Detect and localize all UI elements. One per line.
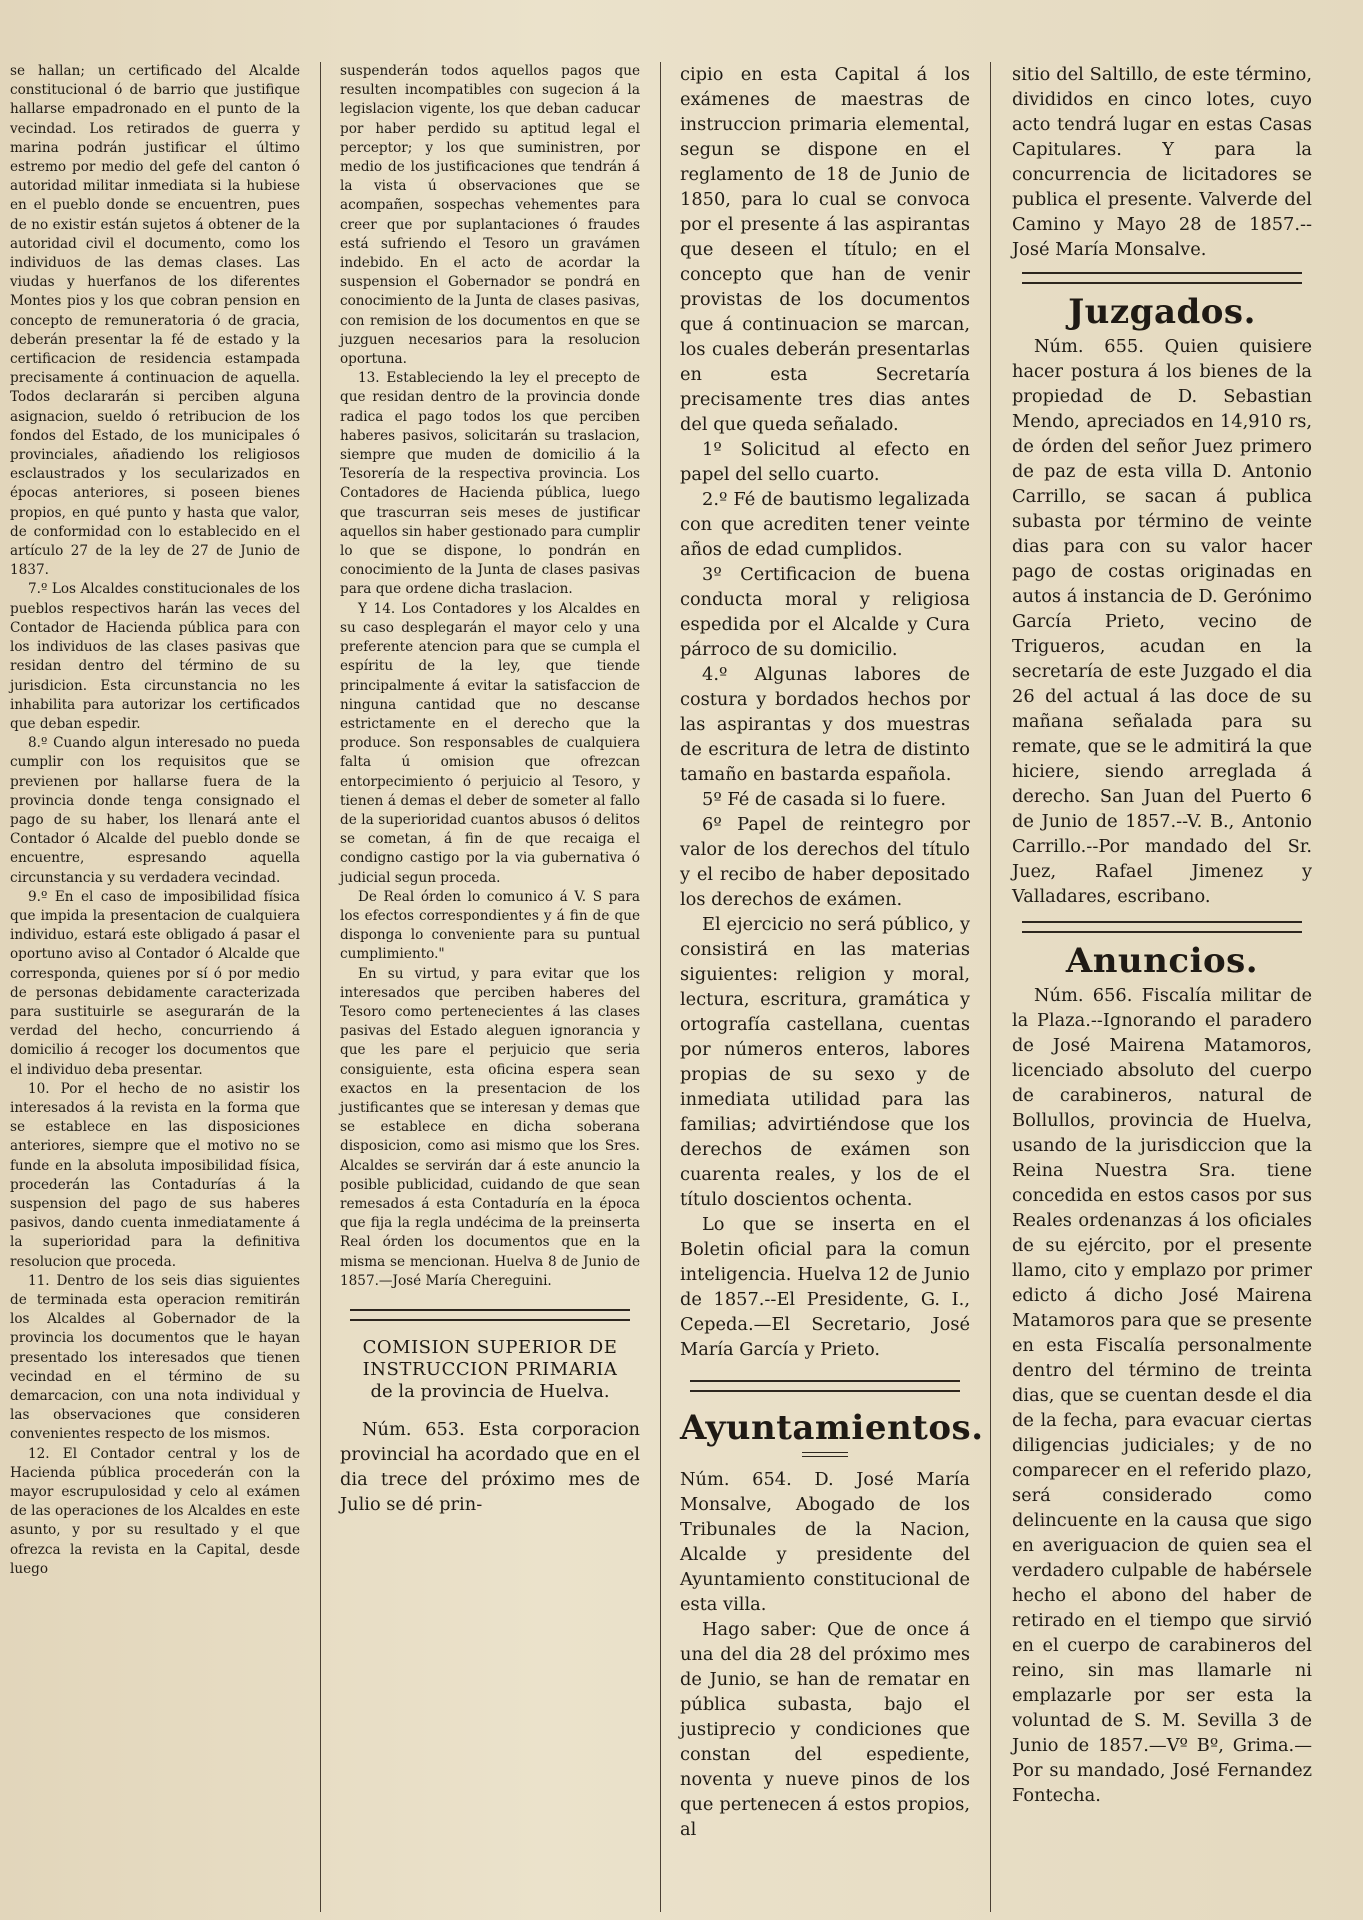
paragraph: Hago saber: Que de once á una del dia 28 del próximo mes de Junio, se han de rematar en pública subasta, bajo el justiprecio y condiciones que constan del espediente, noventa y nueve pinos de los que pertenecen á estos propios, al — [680, 1619, 970, 1840]
paragraph: 8.º Cuando algun interesado no pueda cumplir con los requisitos que se previenen por hallarse fuera de la provincia donde tenga consignado el pago de su haber, los llenará ante el Contador ó Alcalde del pueblo donde se encuentre, espresando aquella circunstancia y su verdadera vecindad. — [10, 735, 300, 886]
paragraph: 13. Estableciendo la ley el precepto de que residan dentro de la provincia donde radica el pago todos los que perciben haberes pasivos, solicitarán su traslacion, siempre que muden de domicilio á la Tesorería de la respectiva provincia. Los Contadores de Hacienda pública, luego que trascurran seis meses de justificar aquellos sin haber gestionado para cumplir lo que se dispone, lo pondrán en conocimiento de la Junta de clases pasivas para que ordene dicha traslacion. — [340, 370, 640, 598]
heading-rule — [802, 1452, 848, 1457]
commission-subtitle: de la provincia de Huelva. — [370, 1381, 610, 1402]
commission-title: COMISION SUPERIOR DE INSTRUCCION PRIMARIA — [362, 1337, 618, 1380]
paragraph: 11. Dentro de los seis dias siguientes de terminada esta operacion remitirán los Alcaldes al Gobernador de la provincia los documentos que le hayan presentado los interesados que tienen vecindad en el término de su demarcacion, con una nota individual y las observaciones que consideren convenientes respecto de los mismos. — [10, 1272, 300, 1443]
paragraph: En su virtud, y para evitar que los interesados que perciben haberes del Tesoro como pertenecientes á las clases pasivas del Estado aleguen ignorancia y que les pare el perjuicio que seria consiguiente, esta oficina espera sean exactos en la presentacion de los justificantes que se interesan y demas que se establece en dicha soberana disposicion, como asi mismo que los Sres. Alcaldes se servirán dar á este anuncio la posible publicidad, cuidando de que sean remesados á esta Contaduría en la época que fija la regla undécima de la preinserta Real órden los documentos que en la misma se mencionan. Huelva 8 de Junio de 1857.—José María Chereguini. — [340, 965, 640, 1289]
paragraph: 7.º Los Alcaldes constitucionales de los pueblos respectivos harán las veces del Contador de Hacienda pública para con los individuos de las clases pasivas que residan dentro del término de su jurisdicion. Esta circunstancia no les inhabilita para autorizar los certificados que deban espedir. — [10, 581, 300, 732]
paragraph: El ejercicio no será público, y consistirá en las materias siguientes: religion y moral, lectura, escritura, gramática y ortografía castellana, cuentas por números enteros, labores propias de su sexo y de inmediata utilidad para las familias; advirtiéndose que los derechos de exámen son cuarenta reales, y los de el título doscientos ochenta. — [680, 914, 970, 1210]
paragraph: 4.º Algunas labores de costura y bordados hechos por las aspirantas y dos muestras de escritura de letra de distinto tamaño en bastarda española. — [680, 664, 970, 785]
paragraph: 1º Solicitud al efecto en papel del sello cuarto. — [680, 439, 970, 485]
paragraph: suspenderán todos aquellos pagos que resulten incompatibles con sugecion á la legislacion vigente, los que deban caducar por haber perdido su aptitud legal el perceptor; y los que suministren, por medio de los justificaciones que tendrán á la vista ú observaciones que se acompañen, sospechas vehementes para creer que por suplantaciones ó fraudes está sufriendo el Tesoro un gravámen indebido. En el acto de acordar la suspension el Gobernador se pondrá en conocimiento de la Junta de clases pasivas, con remision de los documentos en que se juzguen necesarios para la resolucion oportuna. — [340, 63, 640, 368]
paragraph: Núm. 653. Esta corporacion provincial ha acordado que en el dia trece del próximo mes de Julio se dé prin- — [340, 1419, 640, 1515]
column-rule — [320, 62, 321, 1912]
paragraph: Núm. 655. Quien quisiere hacer postura á los bienes de la propiedad de D. Sebastian Mendo, apreciados en 14,910 rs, de órden del señor Juez primero de paz de esta villa D. Antonio Carrillo, se sacan á publica subasta por término de veinte dias para con su valor hacer pago de costas originadas en autos á instancia de D. Gerónimo García Prieto, vecino de Trigueros, acudan en la secretaría de este Juzgado el dia 26 del actual á las doce de su mañana señalada para su remate, que se le admitirá la que hiciere, siendo arreglada á derecho. San Juan del Puerto 6 de Junio de 1857.--V. B., Antonio Carrillo.--Por mandado del Sr. Juez, Rafael Jimenez y Valladares, escribano. — [1012, 336, 1312, 907]
column-rule — [990, 62, 991, 1912]
column-3 — [680, 62, 984, 1842]
paragraph: Núm. 656. Fiscalía militar de la Plaza.--Ignorando el paradero de José Mairena Matamoros, licenciado absoluto del cuerpo de carabineros, natural de Bollullos, provincia de Huelva, usando de la jurisdiccion que la Reina Nuestra Sra. tiene concedida en estos casos por sus Reales ordenanzas á los oficiales de su ejército, por el presente llamo, cito y emplazo por primer edicto á dicho José Mairena Matamoros para que se presente en esta Fiscalía personalmente dentro del término de treinta dias, que se cuentan desde el dia de la fecha, para evacuar ciertas diligencias judiciales; y de no comparecer en el referido plazo, será considerado como delincuente en la causa que sigo en averiguacion de quien sea el verdadero culpable de habérsele hecho el abono del haber de retirado en el tiempo que sirvió en el cuerpo de carabineros del reino, sin mas llamarle ni emplazarle por ser esta la voluntad de S. M. Sevilla 3 de Junio de 1857.—Vº Bº, Grima.—Por su mandado, José Fernandez Fontecha. — [1012, 985, 1312, 1806]
paragraph: 5º Fé de casada si lo fuere. — [702, 789, 947, 810]
paragraph: De Real órden lo comunico á V. S para los efectos correspondientes y á fin de que disponga lo conveniente para su puntual cumplimiento." — [340, 888, 640, 963]
section-heading-anuncios: Anuncios. — [1065, 941, 1259, 981]
column-2 — [340, 62, 640, 1517]
column-1 — [10, 62, 300, 1579]
paragraph: sitio del Saltillo, de este término, divididos en cinco lotes, cuyo acto tendrá lugar en estas Casas Capitulares. Y para la concurrencia de licitadores se publica el presente. Valverde del Camino y Mayo 28 de 1857.--José María Monsalve. — [1012, 64, 1312, 260]
paragraph: Núm. 654. D. José María Monsalve, Abogado de los Tribunales de la Nacion, Alcalde y presidente del Ayuntamiento constitucional de esta villa. — [680, 1469, 970, 1615]
paragraph: 10. Por el hecho de no asistir los interesados á la revista en la forma que se establece en las disposiciones anteriores, siempre que el motivo no se funde en la absoluta imposibilidad física, procederán las Contadurías á la suspension del pago de sus haberes pasivos, dando cuenta inmediatamente á la superioridad para la definitiva resolucion que proceda. — [10, 1080, 300, 1270]
section-separator — [1022, 272, 1302, 284]
paragraph: cipio en esta Capital á los exámenes de maestras de instruccion primaria elemental, segun se dispone en el reglamento de 18 de Junio de 1850, para lo cual se convoca por el presente á las aspirantas que deseen el título; en el concepto que han de venir provistas de los documentos que á continuacion se marcan, los cuales deberán presentarlas en esta Secretaría precisamente tres dias antes del que queda señalado. — [680, 64, 970, 435]
paragraph: 9.º En el caso de imposibilidad física que impida la presentacion de cualquiera individuo, estará este obligado á pasar el oportuno aviso al Contador ó Alcalde que corresponda, quienes por sí ó por medio de personas debidamente caracterizada para sustituirle se asegurarán de la verdad del hecho, concurriendo á domicilio á recoger los documentos que el individuo deba presentar. — [10, 888, 300, 1078]
section-separator — [350, 1309, 630, 1321]
column-4 — [1012, 62, 1312, 1808]
paragraph: 3º Certificacion de buena conducta moral y religiosa espedida por el Alcalde y Cura párroco de su domicilio. — [680, 564, 970, 660]
paragraph: 12. El Contador central y los de Hacienda pública procederán con la mayor escrupulosidad y celo al exámen de las operaciones de los Alcaldes en este asunto, y por su resultado y el que ofrezca la revista en la Capital, desde luego — [10, 1445, 300, 1577]
paragraph: Y 14. Los Contadores y los Alcaldes en su caso desplegarán el mayor celo y una preferente atencion para que se cumpla el espíritu de la ley, que tiende principalmente á evitar la satisfaccion de ninguna cantidad que no descanse estrictamente en el derecho que la produce. Son responsables de cualquiera falta ú omision que ofrezcan entorpecimiento ó perjuicio al Tesoro, y tienen á demas el deber de someter al fallo de la superioridad cuantos abusos ó delitos se cometan, á fin de que recaiga el condigno castigo por la via gubernativa ó judicial segun proceda. — [340, 600, 640, 886]
commission-heading — [340, 1337, 640, 1403]
section-heading-ayuntamientos: Ayuntamientos. — [680, 1408, 984, 1448]
section-heading-juzgados: Juzgados. — [1068, 292, 1256, 332]
column-rule — [660, 62, 661, 1912]
section-separator — [1022, 921, 1302, 933]
paragraph: 6º Papel de reintegro por valor de los derechos del título y el recibo de haber depositado los derechos de exámen. — [680, 814, 970, 910]
section-separator — [690, 1380, 960, 1392]
paragraph: se hallan; un certificado del Alcalde constitucional ó de barrio que justifique hallarse empadronado en el punto de la vecindad. Los retirados de guerra y marina podrán justificar el último estremo por medio del gefe del canton ó autoridad militar inmediata si la hubiese en el pueblo donde se encuentren, pues de no existir están sujetos á obtener de la autoridad civil el documento, como los individuos de las demas clases. Las viudas y huerfanos de los diferentes Montes pios y los que cobran pension en concepto de remuneratoria ó de gracia, deberán presentar la fé de estado y la certificacion de residencia estampada precisamente á continuacion de aquella. Todos declararán si perciben alguna asignacion, sueldo ó retribucion de los fondos del Estado, de los municipales ó provinciales, añadiendo los religiosos esclaustrados y los secularizados en épocas anteriores, si poseen bienes propios, en qué punto y hasta que valor, de conformidad con lo establecido en el artículo 27 de la ley de 27 de Junio de 1837. — [10, 63, 300, 579]
paragraph: Lo que se inserta en el Boletin oficial para la comun inteligencia. Huelva 12 de Junio de 1857.--El Presidente, G. I., Cepeda.—El Secretario, José María García y Prieto. — [680, 1214, 970, 1360]
paragraph: 2.º Fé de bautismo legalizada con que acrediten tener veinte años de edad cumplidos. — [680, 489, 970, 560]
